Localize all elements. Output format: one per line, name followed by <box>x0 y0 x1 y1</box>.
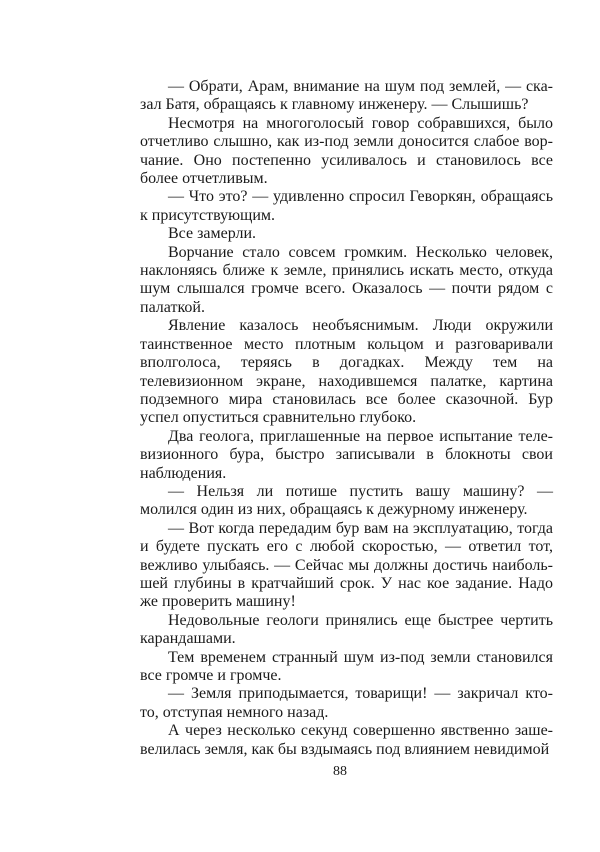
paragraph: Недовольные геологи принялись еще быстрее чертить карандашами. <box>140 611 553 648</box>
page-number: 88 <box>333 764 347 779</box>
paragraph: Ворчание стало совсем громким. Несколько человек, наклоняясь ближе к земле, принялись искать место, откуда шум слышался громче всего. Оказалось — почти рядом с палаткой. <box>140 243 553 316</box>
paragraph: Явление казалось необъяснимым. Люди окружили таинственное место плотным кольцом и разговаривали вполголоса, теряясь в догадках. Между тем на телевизионном экране, находившемся палатке, картина подземного мира становилась все более сказочной. Бур успел опуститься сравнительно глубоко. <box>140 317 553 427</box>
paragraph: А через несколько секунд совершенно явственно зашевелилась земля, как бы вздымаясь под влиянием невидимой <box>140 722 553 758</box>
paragraph: Тем временем странный шум из-под земли становился все громче и громче. <box>140 648 553 684</box>
paragraph: — Обрати, Арам, внимание на шум под землей, — сказал Батя, обращаясь к главному инженеру. — Слышишь? <box>140 78 553 114</box>
paragraph: — Земля приподымается, товарищи! — закричал кто-то, отступая немного назад. <box>140 685 553 721</box>
paragraph: Два геолога, приглашенные на первое испытание телевизионного бура, быстро записывали в блокноты свои наблюдения. <box>140 427 553 482</box>
paragraph: Все замерли. <box>168 225 257 243</box>
paragraph: — Что это? — удивленно спросил Геворкян, обращаясь к присутствующим. <box>140 188 553 224</box>
paragraph: — Нельзя ли потише пустить вашу машину? — молился один из них, обращаясь к дежурному инженеру. <box>140 482 553 519</box>
page-body-text <box>140 78 553 759</box>
paragraph: — Вот когда передадим бур вам на эксплуатацию, тогда и будете пускать его с любой скоростью, — ответил тот, вежливо улыбаясь. — Сейчас мы должны достичь наибольшей глубины в кратчайший срок. У нас кое задание. Надо же проверить машину! <box>140 519 553 611</box>
paragraph: Несмотря на многоголосый говор собравшихся, было отчетливо слышно, как из-под земли доносится слабое ворчание. Оно постепенно усиливалось и становилось все более отчетливым. <box>140 114 553 188</box>
